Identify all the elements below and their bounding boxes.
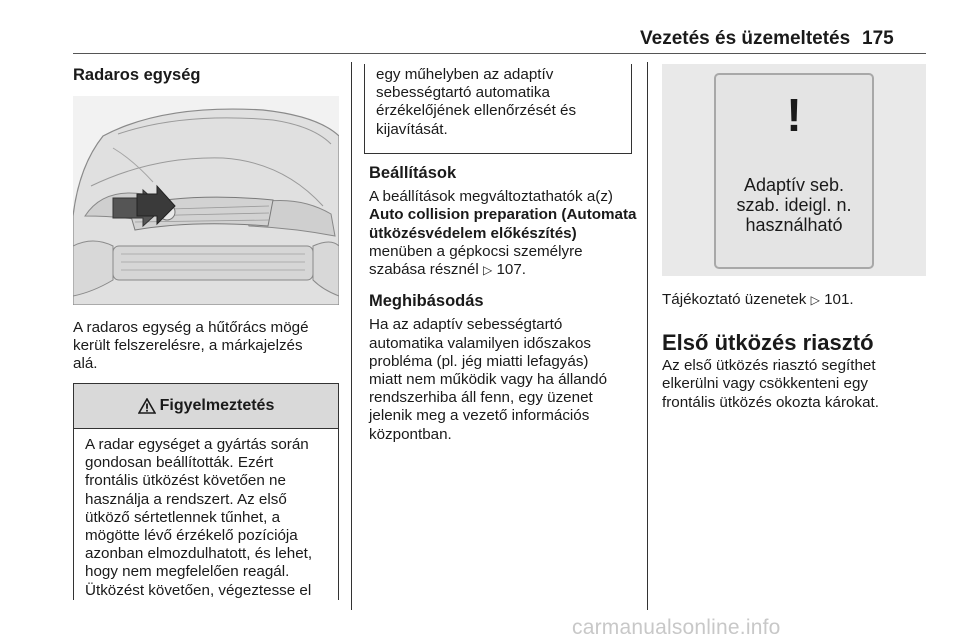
warning-line: használja a rendszert. Az első xyxy=(85,490,287,508)
warning-continued-box xyxy=(364,64,632,154)
page-ref-arrow-icon: ▷ xyxy=(810,293,820,307)
caption-line: alá. xyxy=(73,355,98,373)
warning-line: mögötte lévő érzékelő pozíciója xyxy=(85,527,298,545)
warning-line: azonban elmozdulhatott, és lehet, xyxy=(85,545,313,563)
display-message-line: használható xyxy=(745,215,843,235)
exclamation-icon: ! xyxy=(786,89,802,141)
warning-body xyxy=(74,429,338,600)
column-divider-1 xyxy=(351,62,352,610)
info-page-ref[interactable]: 101. xyxy=(824,291,854,308)
fault-line: központban. xyxy=(369,425,452,443)
caption-line: került felszerelésre, a márkajelzés xyxy=(73,337,303,355)
column-divider-2 xyxy=(647,62,648,610)
warning-line: hogy nem megfelelően reagál. xyxy=(85,563,290,581)
display-message-line: szab. ideigl. n. xyxy=(736,195,852,215)
fault-line: miatt nem működik vagy ha állandó xyxy=(369,371,608,389)
warning-box xyxy=(73,383,339,600)
warning-line: frontális ütközést követően ne xyxy=(85,472,286,490)
display-message xyxy=(716,175,872,235)
fault-line: Ha az adaptív sebességtartó xyxy=(369,316,563,334)
settings-bold-line: ütközésvédelem előkészítés) xyxy=(369,224,577,242)
settings-line: szabása résznél xyxy=(369,261,479,279)
fault-line: probléma (pl. jég miatti lefagyás) xyxy=(369,352,589,370)
page-ref-arrow-icon: ▷ xyxy=(482,263,493,278)
radar-caption xyxy=(73,319,343,374)
fault-line: automatika valamilyen időszakos xyxy=(369,334,592,352)
header-rule xyxy=(73,53,926,54)
section-heading-radar-unit: Radaros egység xyxy=(73,66,201,84)
warning-line: gondosan beállították. Ezért xyxy=(85,454,274,472)
forward-collision-alert-section xyxy=(662,330,926,412)
alert-line: elkerülni vagy csökkenteni egy xyxy=(662,375,868,393)
settings-line: menüben a gépkocsi személyre xyxy=(369,242,583,260)
display-screen xyxy=(714,73,874,269)
continued-line: kijavítását. xyxy=(376,120,448,138)
alert-line: frontális ütközés okozta károkat. xyxy=(662,393,879,411)
warning-line: ütköző sértetlennek tűnhet, a xyxy=(85,508,281,526)
continued-line: egy műhelyben az adaptív xyxy=(376,66,554,83)
caption-line: A radaros egység a hűtőrács mögé xyxy=(73,319,309,336)
warning-header xyxy=(74,384,338,429)
watermark: carmanualsonline.info xyxy=(572,616,781,639)
continued-line: sebességtartó automatika xyxy=(376,84,550,102)
page-number: 175 xyxy=(862,28,894,49)
driver-info-display-illustration xyxy=(662,64,926,276)
car-front-radar-illustration xyxy=(73,96,339,305)
settings-section xyxy=(369,164,639,444)
section-heading-forward-collision-alert: Első ütközés riasztó xyxy=(662,330,874,355)
warning-triangle-icon xyxy=(138,398,156,414)
settings-line: A beállítások megváltoztathatók a(z) xyxy=(369,188,613,206)
warning-line: A radar egységet a gyártás során xyxy=(85,436,309,453)
running-header-title: Vezetés és üzemeltetés xyxy=(640,28,851,49)
info-text: Tájékoztató üzenetek xyxy=(662,291,807,308)
settings-bold-line: Auto collision preparation (Automata xyxy=(369,206,637,224)
column-1 xyxy=(73,66,343,84)
fault-line: rendszerhiba áll fenn, egy üzenet xyxy=(369,389,593,407)
warning-title: Figyelmeztetés xyxy=(159,397,275,414)
settings-page-ref[interactable]: 107. xyxy=(496,261,527,279)
settings-menu-name-2 xyxy=(369,225,639,243)
settings-ref-line xyxy=(369,261,639,279)
section-heading-fault: Meghibásodás xyxy=(369,292,484,311)
warning-line: Ütközést követően, végeztesse el xyxy=(85,581,312,599)
settings-menu-name xyxy=(369,206,639,224)
display-message-line: Adaptív seb. xyxy=(743,175,845,195)
info-messages-ref xyxy=(662,291,926,309)
continued-line: érzékelőjének ellenőrzését és xyxy=(376,102,577,120)
fault-line: jelenik meg a vezető információs xyxy=(369,407,590,425)
alert-line: Az első ütközés riasztó segíthet xyxy=(662,357,876,375)
section-heading-settings: Beállítások xyxy=(369,164,457,182)
